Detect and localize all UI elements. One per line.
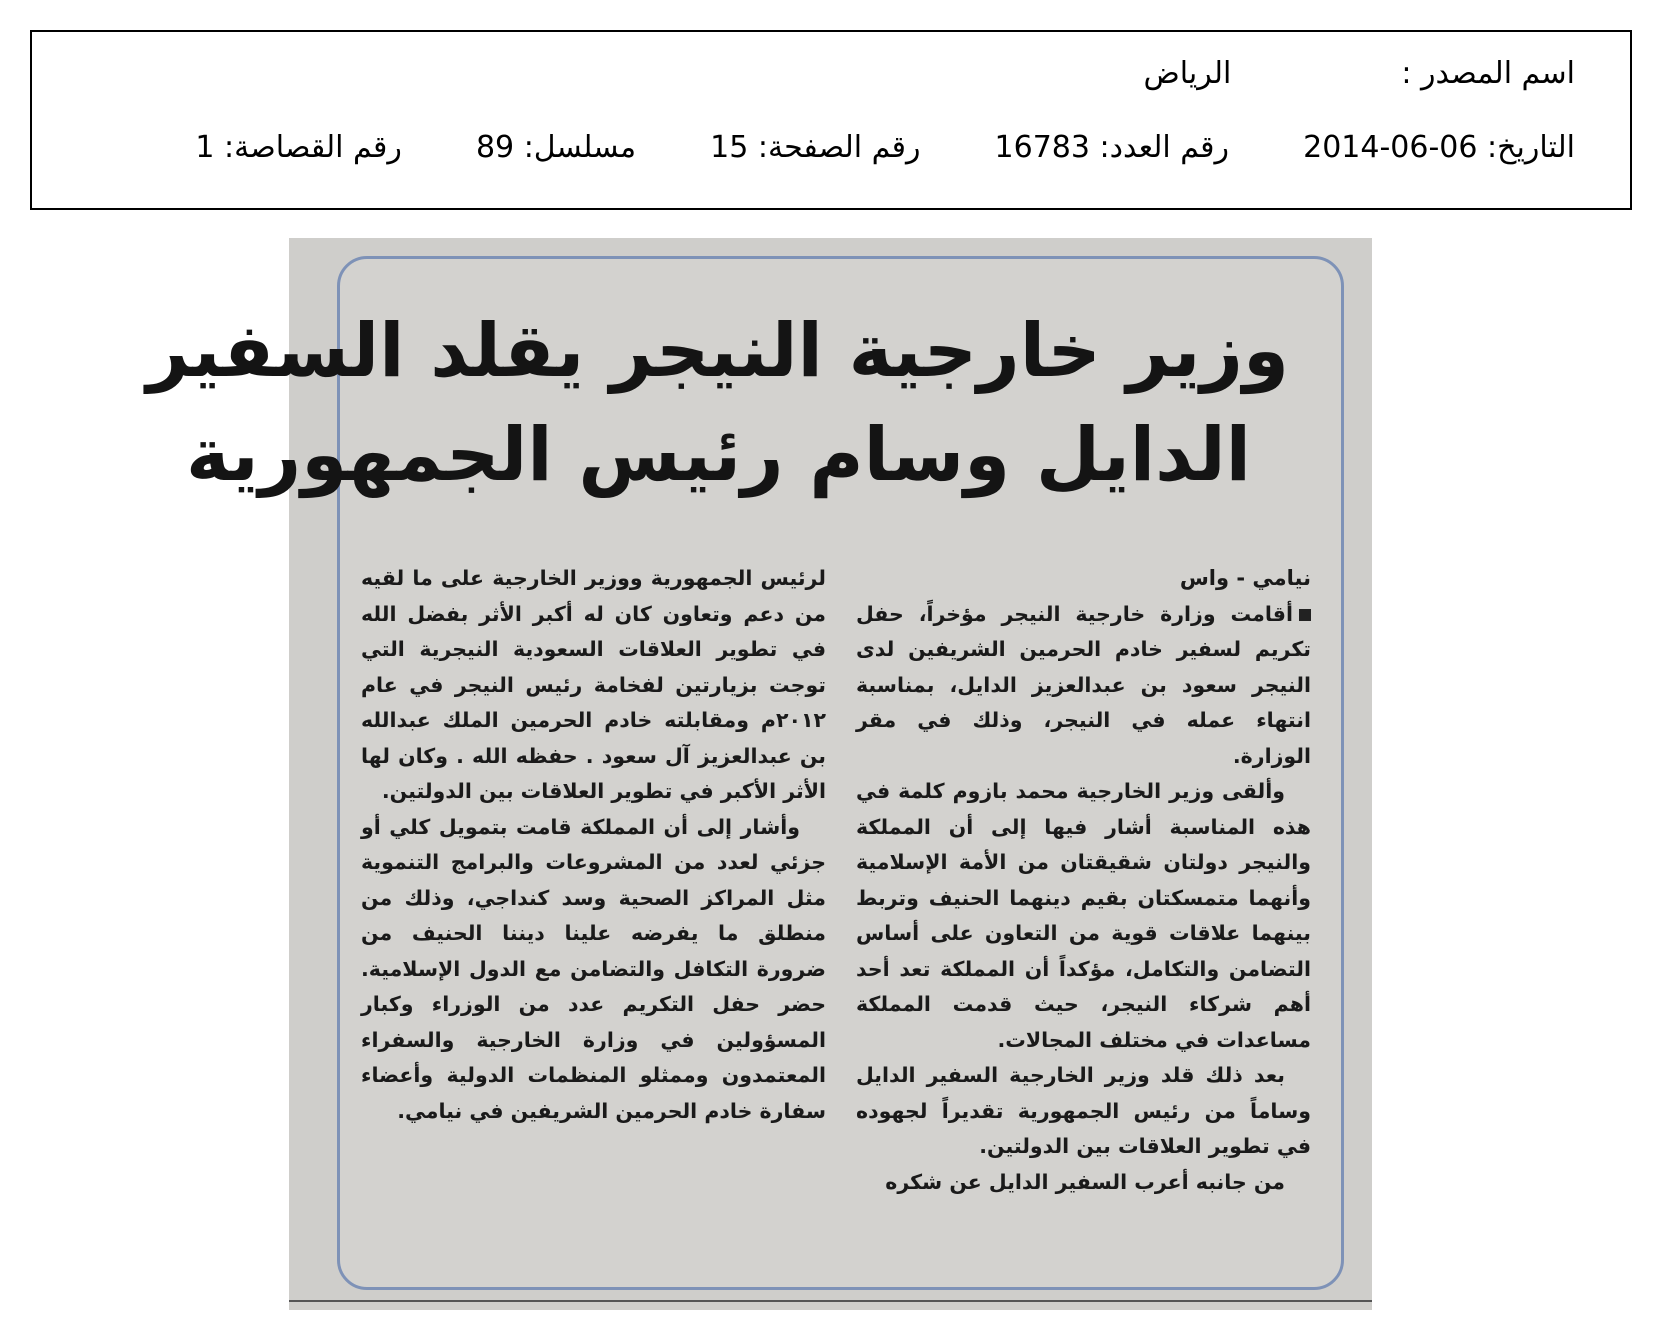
paragraph [856, 597, 1311, 775]
paragraph: بعد ذلك قلد وزير الخارجية السفير الدايل وساماً من رئيس الجمهورية تقديراً لجهوده في تطوير العلاقات بين الدولتين. [856, 1063, 1311, 1158]
headline-line-2: الدايل وسام رئيس الجمهورية [186, 412, 1251, 498]
dateline: نيامي - واس [1179, 566, 1311, 590]
details-row [195, 130, 1575, 165]
page-label: رقم الصفحة: [757, 130, 921, 165]
paragraph: من جانبه أعرب السفير الدايل عن شكره [885, 1169, 1285, 1194]
clipping-metadata-box [30, 30, 1632, 210]
article-frame [146, 256, 1344, 1290]
issue-value: 16783 [994, 130, 1090, 165]
date-label: التاريخ: [1487, 130, 1575, 165]
source-value: الرياض [1143, 56, 1232, 91]
clip-label: رقم القصاصة: [224, 130, 402, 165]
page-value: 15 [710, 130, 749, 165]
serial-label: مسلسل: [523, 130, 637, 165]
article-column-right [856, 561, 1311, 1200]
paragraph: وأشار إلى أن المملكة قامت بتمويل كلي أو جزئي لعدد من المشروعات والبرامج التنموية مثل المراكز الصحية وسد كنداجي، وذلك من منطلق ما يفرضه علينا ديننا الحنيف من ضرورة التكافل والتضامن مع الدول الإسلامية. حضر حفل التكريم عدد من الوزراء وكبار المسؤولين في وزارة الخارجية والسفراء المعتمدون وممثلو المنظمات الدولية وأعضاء سفارة خادم الحرمين الشريفين في نيامي. [361, 814, 826, 1123]
issue-label: رقم العدد: [1099, 130, 1230, 165]
source-row [1144, 56, 1575, 91]
newspaper-clipping [146, 238, 1372, 1310]
paragraph-text: أقامت وزارة خارجية النيجر مؤخراً، حفل تكريم لسفير خادم الحرمين الشريفين لدى النيجر سعود بن عبدالعزيز الدايل، بمناسبة انتهاء عمله في النيجر، وذلك في مقر الوزارة. [856, 601, 1311, 768]
headline-line-1: وزير خارجية النيجر يقلد السفير [146, 308, 1289, 394]
source-label: اسم المصدر : [1401, 56, 1575, 91]
date-value: 2014-06-06 [1303, 130, 1478, 165]
article-headline [146, 299, 1289, 507]
clip-value: 1 [195, 130, 215, 165]
page-bottom-rule [289, 1300, 1372, 1302]
article-column-left [361, 561, 826, 1129]
serial-value: 89 [475, 130, 515, 165]
paragraph: وألقى وزير الخارجية محمد بازوم كلمة في هذه المناسبة أشار فيها إلى أن المملكة والنيجر دولتان شقيقتان من الأمة الإسلامية وأنهما متمسكتان بقيم دينهما الحنيف وتربط بينهما علاقات قوية من التعاون على أساس التضامن والتكامل، مؤكداً أن المملكة تعد أحد أهم شركاء النيجر، حيث قدمت المملكة مساعدات في مختلف المجالات. [856, 779, 1311, 1052]
paragraph: لرئيس الجمهورية ووزير الخارجية على ما لقيه من دعم وتعاون كان له أكبر الأثر بفضل الله في تطوير العلاقات السعودية النيجرية التي توجت بزيارتين لفخامة رئيس النيجر في عام ٢٠١٢م ومقابلته خادم الحرمين الملك عبدالله بن عبدالعزيز آل سعود . حفظه الله . وكان لها الأثر الأكبر في تطوير العلاقات بين الدولتين. [361, 566, 826, 803]
bullet-square-icon [1299, 609, 1311, 621]
